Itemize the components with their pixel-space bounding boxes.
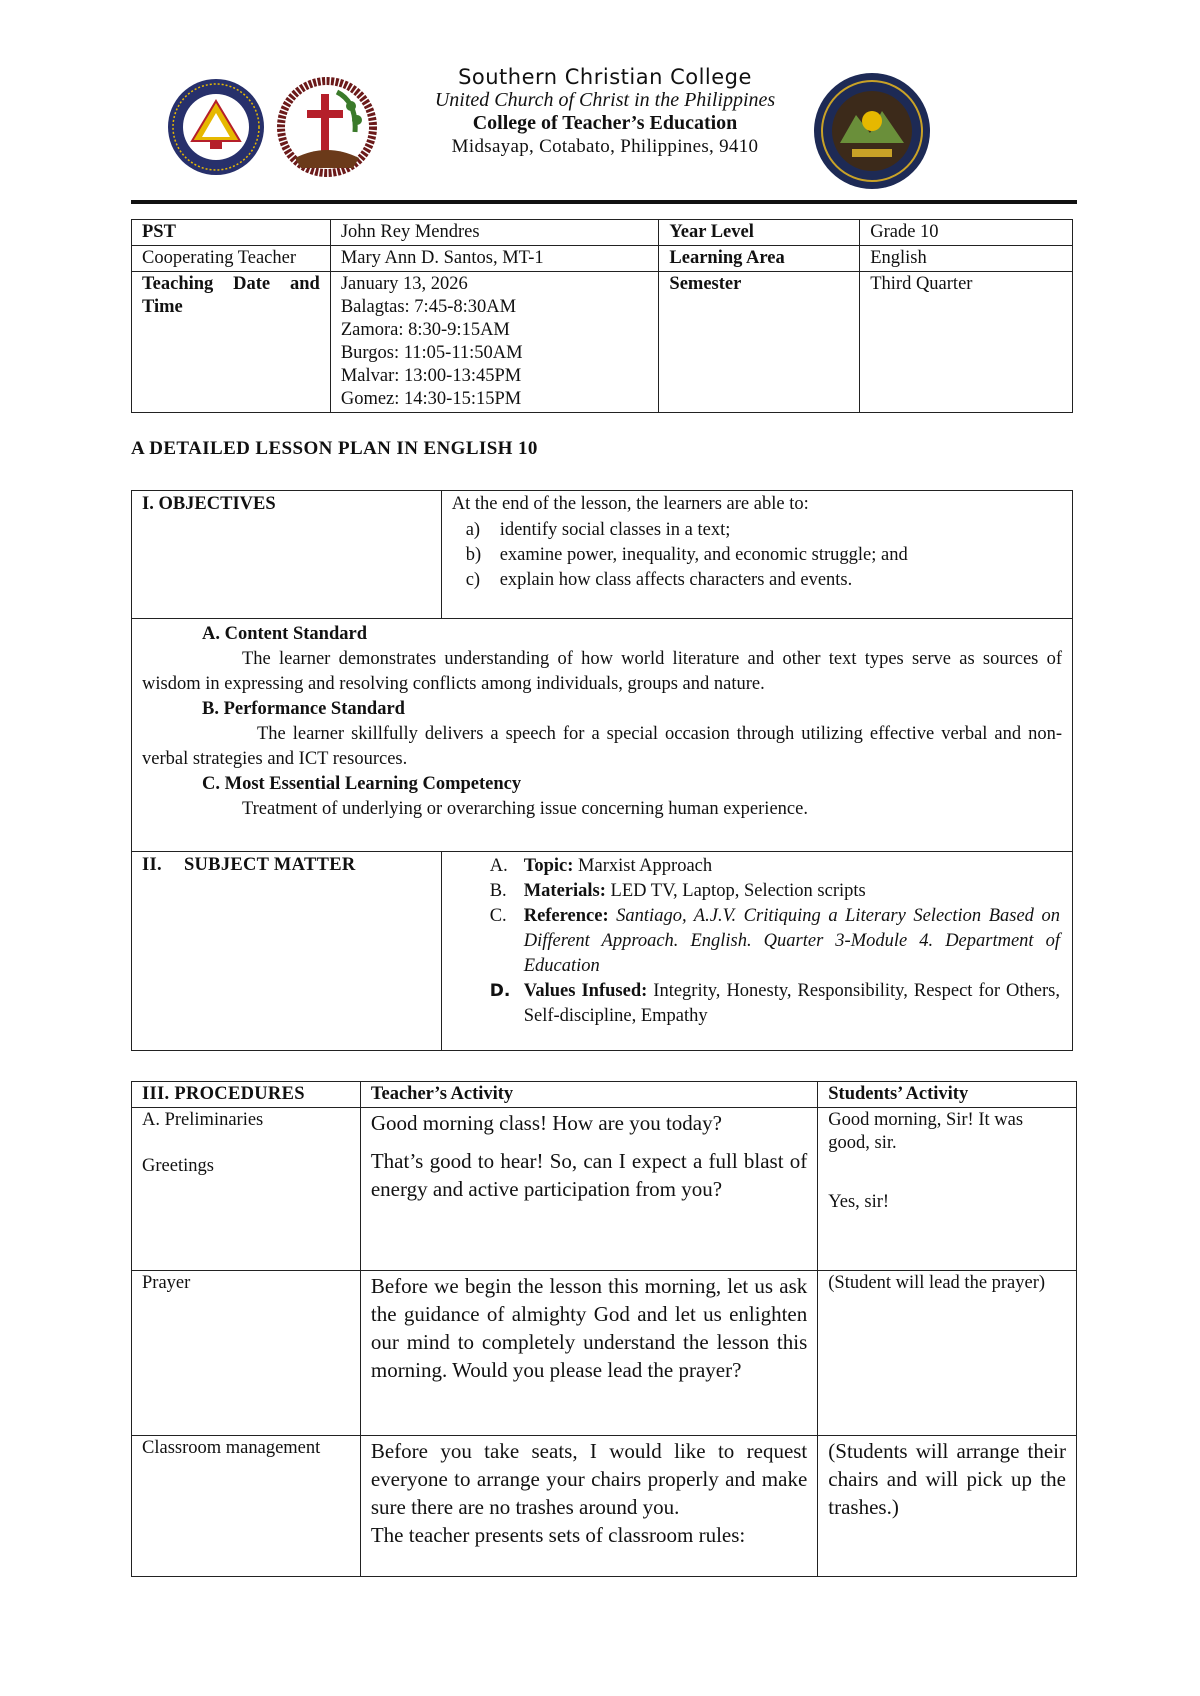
schedule-line: Zamora: 8:30-9:15AM bbox=[340, 320, 510, 340]
reference-item: C. Reference: Santiago, A.J.V. Critiquing a Literary Selection Based on Different Approach. English. Quarter 3-Module 4. Department of Education bbox=[489, 906, 1060, 976]
pst-label: PST bbox=[132, 220, 331, 246]
schedule-line: Gomez: 14:30-15:15PM bbox=[340, 389, 522, 409]
year-level-label: Year Level bbox=[659, 220, 860, 246]
teacher-activity: Before we begin the lesson this morning, let us ask the guidance of almighty God and let us enlighten our mind to completely understand the lesson this morning. Would you please lead the prayer? bbox=[360, 1271, 817, 1436]
table-row bbox=[132, 619, 1073, 852]
letterhead bbox=[380, 66, 830, 158]
table-row bbox=[132, 220, 1073, 246]
cooperating-teacher-label: Cooperating Teacher bbox=[132, 246, 331, 272]
subject-matter-heading: II. SUBJECT MATTER bbox=[132, 852, 442, 1051]
melc-heading: C. Most Essential Learning Competency bbox=[202, 774, 522, 794]
table-row bbox=[132, 1436, 1077, 1577]
objectives-heading: I. OBJECTIVES bbox=[132, 491, 442, 619]
list-item: a) identify social classes in a text; bbox=[465, 520, 731, 540]
procedure-step-label: Classroom management bbox=[132, 1436, 361, 1577]
table-row bbox=[132, 1082, 1077, 1108]
performance-standard-heading: B. Performance Standard bbox=[202, 699, 405, 719]
procedure-step-label: A. Preliminaries Greetings bbox=[132, 1108, 361, 1271]
plan-title: A DETAILED LESSON PLAN IN ENGLISH 10 bbox=[131, 438, 538, 459]
objectives-list bbox=[452, 518, 1062, 593]
students-activity: (Students will arrange their chairs and will pick up the trashes.) bbox=[818, 1436, 1077, 1577]
students-activity-heading: Students’ Activity bbox=[818, 1082, 1077, 1108]
performance-standard-text: The learner skillfully delivers a speech for a special occasion through utilizing effective verbal and non-verbal strategies and ICT resources. bbox=[142, 724, 1062, 769]
values-item: D. Values Infused: Integrity, Honesty, Responsibility, Respect for Others, Self-discipline, Empathy bbox=[489, 981, 1060, 1026]
content-standard-heading: A. Content Standard bbox=[202, 624, 367, 644]
content-standard-text: The learner demonstrates understanding of how world literature and other text types serve as sources of wisdom in expressing and resolving conflicts among individuals, groups and nature. bbox=[142, 649, 1062, 694]
learning-area-label: Learning Area bbox=[659, 246, 860, 272]
procedures-table bbox=[131, 1081, 1077, 1577]
topic-item: A. Topic: Marxist Approach bbox=[489, 856, 713, 876]
objectives-intro: At the end of the lesson, the learners are able to: bbox=[451, 494, 809, 514]
schedule-line: Burgos: 11:05-11:50AM bbox=[340, 343, 523, 363]
date-line: January 13, 2026 bbox=[340, 274, 468, 294]
college-name: Southern Christian College bbox=[458, 65, 752, 89]
learning-area-value: English bbox=[860, 246, 1073, 272]
materials-item: B. Materials: LED TV, Laptop, Selection scripts bbox=[489, 881, 866, 901]
teaching-date-label: Teaching Date and Time bbox=[132, 272, 331, 413]
info-table bbox=[131, 219, 1073, 413]
pst-value: John Rey Mendres bbox=[330, 220, 659, 246]
procedures-heading: III. PROCEDURES bbox=[132, 1082, 361, 1108]
teaching-date-value bbox=[330, 272, 659, 413]
objectives-content bbox=[441, 491, 1072, 619]
table-row bbox=[132, 272, 1073, 413]
table-row bbox=[132, 491, 1073, 619]
schedule-line: Malvar: 13:00-13:45PM bbox=[340, 366, 522, 386]
students-activity: (Student will lead the prayer) bbox=[818, 1271, 1077, 1436]
procedure-step-label: Prayer bbox=[132, 1271, 361, 1436]
year-level-value: Grade 10 bbox=[860, 220, 1073, 246]
ucc-church-logo bbox=[277, 72, 377, 182]
table-row bbox=[132, 1271, 1077, 1436]
teacher-activity-heading: Teacher’s Activity bbox=[360, 1082, 817, 1108]
schedule-line: Balagtas: 7:45-8:30AM bbox=[340, 297, 517, 317]
lesson-plan-table bbox=[131, 490, 1073, 1051]
college-address: Midsayap, Cotabato, Philippines, 9410 bbox=[451, 136, 759, 157]
standards-section bbox=[132, 619, 1073, 852]
table-row bbox=[132, 1108, 1077, 1271]
department-name: College of Teacher’s Education bbox=[472, 112, 738, 134]
table-row bbox=[132, 852, 1073, 1051]
cooperating-teacher-value: Mary Ann D. Santos, MT-1 bbox=[330, 246, 659, 272]
students-activity: Good morning, Sir! It was good, sir. Yes, sir! bbox=[818, 1108, 1077, 1271]
teacher-activity: Before you take seats, I would like to request everyone to arrange your chairs properly and make sure there are no trashes around you. The teacher presents sets of classroom rules: bbox=[360, 1436, 817, 1577]
list-item: b) examine power, inequality, and economic struggle; and bbox=[465, 545, 908, 565]
teacher-activity: Good morning class! How are you today? That’s good to hear! So, can I expect a full blast of energy and active participation from you? bbox=[360, 1108, 817, 1271]
melc-text: Treatment of underlying or overarching issue concerning human experience. bbox=[242, 799, 808, 819]
semester-label: Semester bbox=[659, 272, 860, 413]
church-name: United Church of Christ in the Philippines bbox=[434, 89, 776, 111]
list-item: c) explain how class affects characters and events. bbox=[465, 570, 853, 590]
subject-matter-content bbox=[441, 852, 1072, 1051]
school-seal-logo bbox=[166, 77, 266, 177]
header-divider bbox=[131, 200, 1077, 204]
semester-value: Third Quarter bbox=[860, 272, 1073, 413]
cte-seal-logo bbox=[812, 71, 932, 191]
table-row bbox=[132, 246, 1073, 272]
